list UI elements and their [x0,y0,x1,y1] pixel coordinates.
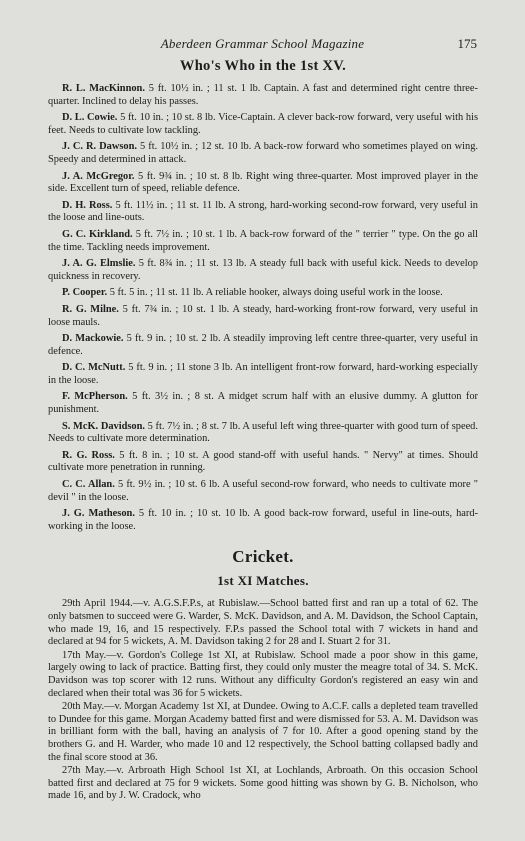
player-name: D. Mackowie. [62,333,124,345]
match-report: 20th May.—v. Morgan Academy 1st XI, at Dundee. Owing to A.C.F. calls a depleted team travelled to Dundee for this game. Morgan Academy batted first and were dismissed for 53. A. M. Davidson was in brilliant form with the ball, having an analysis of 7 for 10. After a good opening stand by the brothers G. and H. Warder, who made 10 and 12 respectively, the School batting collapsed badly and the final score stood at 36. [48,701,478,763]
player-description: 5 ft. 9¾ in. ; 10 st. 8 lb. Right wing three-quarter. Most improved player in the side. Excellent turn of speed, reliable defence. [48,170,479,195]
player-entry [48,391,478,416]
matches-subtitle: 1st XI Matches. [217,573,309,589]
player-entry [48,333,478,358]
player-entry [48,362,478,387]
player-name: G. C. Kirkland. [62,228,133,240]
player-description: 5 ft. 7½ in. ; 10 st. 1 lb. A back-row forward of the " terrier " type. On the go all the time. Tackling needs improvement. [48,228,478,253]
player-entry [48,200,478,225]
player-description: 5 ft. 5 in. ; 11 st. 11 lb. A reliable hooker, always doing useful work in the loose. [109,287,443,299]
player-description: 5 ft. 10½ in. ; 12 st. 10 lb. A back-row forward who sometimes played on wing. Speedy and determined in attack. [48,141,478,165]
player-description: 5 ft. 7½ in. ; 8 st. 7 lb. A useful left wing three-quarter with good turn of speed. Needs to cultivate more determination. [48,420,478,445]
player-description: 5 ft. 10 in. ; 10 st. 8 lb. Vice-Captain. A clever back-row forward, very useful with his feet. Needs to cultivate low tackling. [48,112,479,136]
player-description: 5 ft. 8¾ in. ; 11 st. 13 lb. A steady full back with useful kick. Needs to develop quickness in recovery. [48,258,478,282]
player-name: J. G. Matheson. [62,508,135,520]
player-name: D. C. McNutt. [62,362,126,374]
player-entry [48,479,478,504]
player-entry [48,287,478,300]
player-name: J. C. R. Dawson. [62,141,137,153]
player-name: J. A. G. Elmslie. [62,258,136,270]
player-entry [48,508,478,533]
player-entry [48,171,478,196]
player-description: 5 ft. 9 in. ; 10 st. 2 lb. A steadily improving left centre three-quarter, very useful in defence. [48,333,478,357]
player-description: 5 ft. 8 in. ; 10 st. A good stand-off with useful hands. " Nervy" at times. Should cultivate more penetration in running. [48,449,478,474]
player-name: R. G. Milne. [62,303,119,315]
player-description: 5 ft. 11½ in. ; 11 st. 11 lb. A strong, hard-working second-row forward, very useful in the loose and line-outs. [48,199,478,224]
player-description: 5 ft. 9 in. ; 11 stone 3 lb. An intelligent front-row forward, hard-working especially in the loose. [48,362,478,386]
player-name: P. Cooper. [62,287,108,299]
player-name: C. C. Allan. [62,479,115,491]
player-name: D. L. Cowie. [62,112,118,124]
player-entry [48,141,478,166]
page-number: 175 [457,36,477,51]
player-entry [48,304,478,329]
player-description: 5 ft. 9½ in. ; 10 st. 6 lb. A useful second-row forward, who needs to cultivate more " devil " in the loose. [48,479,478,503]
match-report: 17th May.—v. Gordon's College 1st XI, at Rubislaw. School made a poor show in this game, largely owing to lack of practice. Batting first, they could only muster the meagre total of 34. S. McK. Davidson was top scorer with 12 runs. Without any difficulty Gordon's registered an easy win and declared when their total was 36 for 5 wickets. [48,649,478,699]
page-header [0,36,525,52]
player-entry [48,229,478,254]
player-name: R. L. MacKinnon. [62,83,145,94]
player-entry [48,258,478,283]
whos-who-title: Who's Who in the 1st XV. [179,58,347,74]
player-entry [48,112,478,137]
player-entry [48,83,478,108]
match-report: 29th April 1944.—v. A.G.S.F.P.s, at Rubislaw.—School batted first and ran up a total of 62. The only batsmen to succeed were G. Warder, S. McK. Davidson, and A. M. Davidson, the School Captain, who made 19, 16, and 15 respectively. F.P.s passed the School total with 7 wickets in hand and declared at 94 for 5 wickets, A. M. Davidson taking 2 for 28 and I. Stuart 2 for 31. [48,598,478,648]
player-name: R. G. Ross. [62,449,115,461]
player-name: J. A. McGregor. [62,170,135,182]
match-report: 27th May.—v. Arbroath High School 1st XI, at Lochlands, Arbroath. On this occasion School batted first and declared at 75 for 9 wickets. Some good hitting was shown by G. B. Nicholson, who made 16, and by J. W. Cradock, who [48,765,478,802]
match-reports [48,598,478,803]
player-description: 5 ft. 3½ in. ; 8 st. A midget scrum half with an elusive dummy. A glutton for punishment. [48,391,478,416]
player-entry [48,421,478,446]
player-list [48,83,478,533]
player-name: F. McPherson. [62,391,128,403]
cricket-title: Cricket. [232,547,294,567]
player-description: 5 ft. 7¾ in. ; 10 st. 1 lb. A steady, hard-working front-row forward, very useful in loose mauls. [48,303,478,328]
player-name: D. H. Ross. [62,199,113,211]
page-content [48,58,478,804]
player-description: 5 ft. 10 in. ; 10 st. 10 lb. A good back-row forward, useful in line-outs, hard-working in the loose. [48,508,478,532]
player-name: S. McK. Davidson. [62,420,145,432]
running-title: Aberdeen Grammar School Magazine [160,36,365,51]
player-entry [48,450,478,475]
player-description: 5 ft. 10½ in. ; 11 st. 1 lb. Captain. A fast and determined right centre three-quarter. Inclined to delay his passes. [48,83,478,107]
